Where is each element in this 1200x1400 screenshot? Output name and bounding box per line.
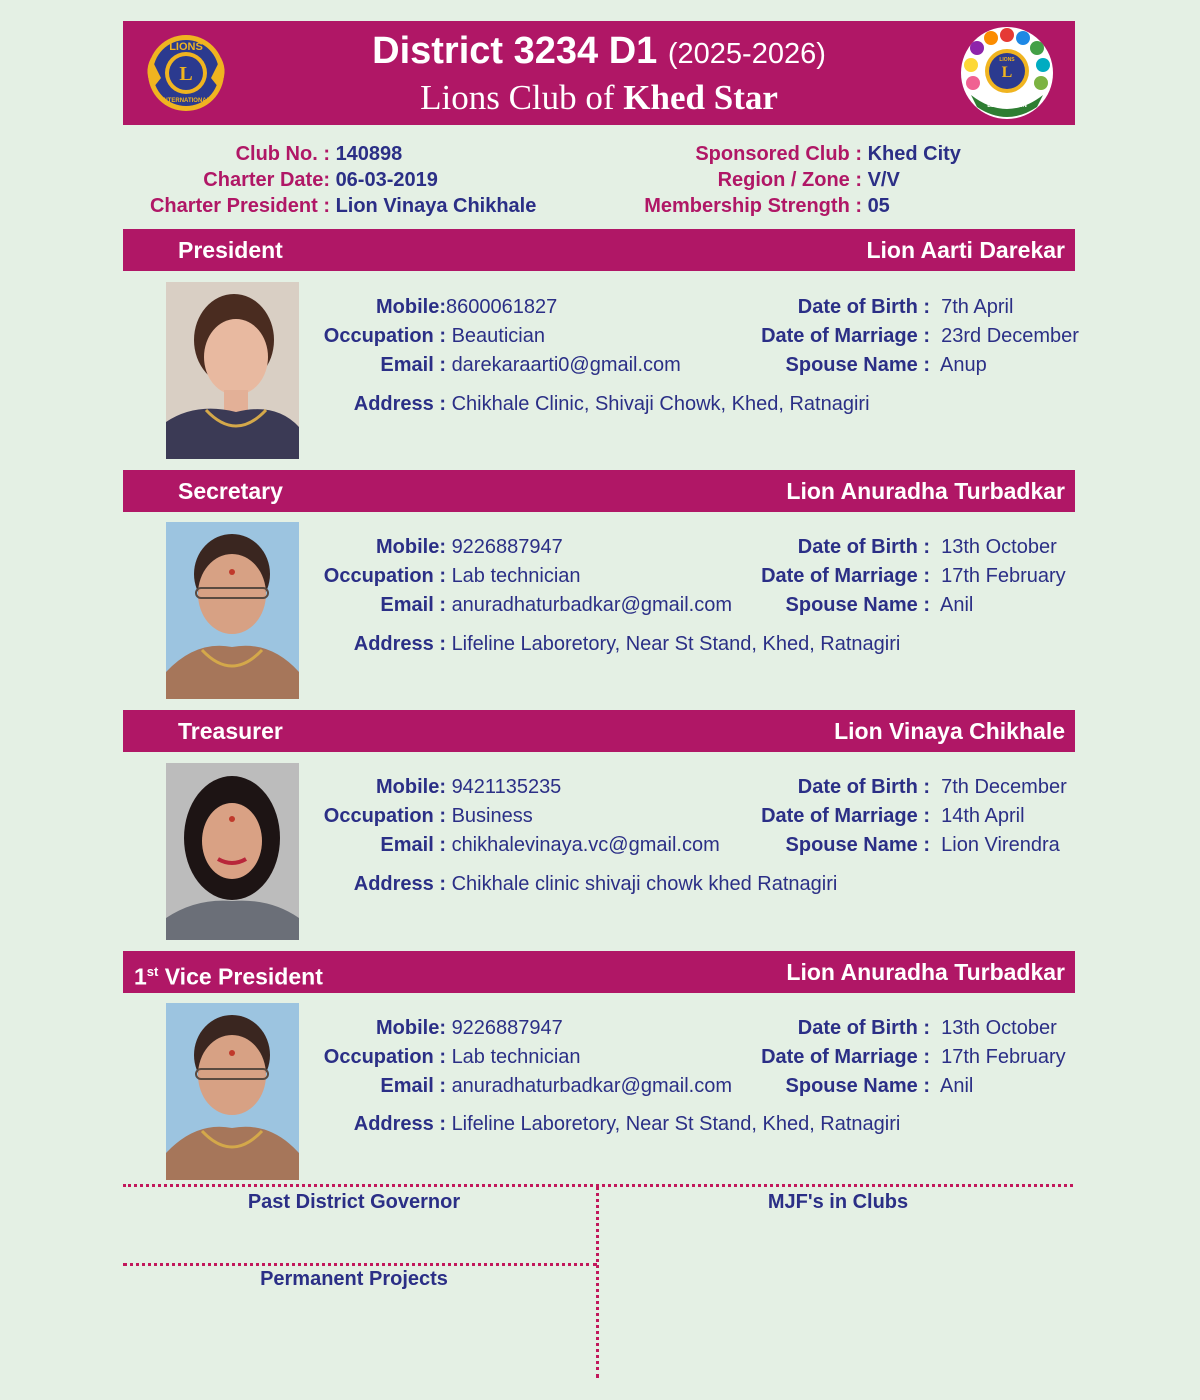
svg-text:INTERNATIONAL: INTERNATIONAL [161,98,211,104]
dob-row: Date of Birth : 7th December [797,776,1067,798]
past-district-governor-heading: Past District Governor [247,1191,461,1213]
occupation-row: Occupation : Lab technician [323,1046,581,1068]
officer-role: Treasurer [178,718,283,744]
district-name: District 3234 D1 [372,30,658,72]
officer-name: Lion Anuradha Turbadkar [786,478,1065,504]
address-row-vice-president: Address : Lifeline Laboretory, Near St Stand, Khed, Ratnagiri [353,1113,901,1135]
charter-president-row: Charter President : Lion Vinaya Chikhale [149,195,537,217]
svg-text:LEAD TO WIN: LEAD TO WIN [987,103,1027,109]
mobile-row: Mobile: 9421135235 [376,776,562,798]
dom-row: Date of Marriage : 17th February [761,1046,1066,1068]
dom-row: Date of Marriage : 23rd December [761,325,1079,347]
officer-details-vice-president [320,1014,732,1101]
spouse-row: Spouse Name : Anil [785,594,974,616]
club-title [123,77,1075,119]
email-row: Email : anuradhaturbadkar@gmail.com [380,1075,733,1097]
lead-to-win-logo [957,23,1057,123]
occupation-row: Occupation : Beautician [323,325,545,347]
dob-row: Date of Birth : 7th April [797,296,1014,318]
officer-role: President [178,237,283,263]
email-row: Email : darekaraarti0@gmail.com [380,354,681,376]
dom-row: Date of Marriage : 14th April [761,805,1025,827]
club-title-prefix: Lions Club of [420,78,624,117]
club-info-right [640,141,961,219]
officer-personal-treasurer [740,773,1067,860]
dob-row: Date of Birth : 13th October [797,536,1057,558]
district-years: (2025-2026) [667,38,826,70]
spouse-row: Spouse Name : Anil [785,1075,974,1097]
spouse-row: Spouse Name : Anup [785,354,987,376]
officer-details-secretary [320,533,732,620]
footer-divider-vertical [596,1186,599,1378]
mobile-row: Mobile: 9226887947 [376,536,563,558]
club-info-left [140,141,536,219]
officer-role: 1st Vice President [134,963,323,990]
officer-photo-president [166,282,299,459]
mobile-row: Mobile: 9226887947 [376,1017,563,1039]
officer-name: Lion Anuradha Turbadkar [786,959,1065,985]
address-row-secretary: Address : Lifeline Laboretory, Near St Stand, Khed, Ratnagiri [353,633,901,655]
officer-name: Lion Vinaya Chikhale [834,718,1065,744]
club-number-row: Club No. : 140898 [235,143,403,165]
spouse-row: Spouse Name : Lion Virendra [785,834,1060,856]
officer-details-treasurer [320,773,720,860]
district-title [123,29,1075,76]
svg-text:LIONS: LIONS [999,57,1015,63]
officer-bar-secretary [123,470,1075,512]
club-name: Khed Star [623,78,778,117]
svg-text:L: L [1001,64,1013,81]
page-header [123,21,1075,125]
officer-personal-secretary [740,533,1066,620]
svg-text:LIONS: LIONS [169,41,203,53]
dom-row: Date of Marriage : 17th February [761,565,1066,587]
officer-photo-vice-president [166,1003,299,1180]
svg-text:L: L [179,63,193,85]
charter-date-row: Charter Date: 06-03-2019 [203,169,438,191]
officer-photo-treasurer [166,763,299,940]
mjf-heading: MJF's in Clubs [767,1191,909,1213]
officer-personal-vice-president [740,1014,1066,1101]
sponsored-club-row: Sponsored Club : Khed City [695,143,961,165]
occupation-row: Occupation : Business [323,805,533,827]
officer-bar-treasurer [123,710,1075,752]
address-row-president: Address : Chikhale Clinic, Shivaji Chowk, Khed, Ratnagiri [353,393,870,415]
email-row: Email : chikhalevinaya.vc@gmail.com [380,834,720,856]
address-row-treasurer: Address : Chikhale clinic shivaji chowk khed Ratnagiri [353,873,838,895]
permanent-projects-heading: Permanent Projects [260,1268,448,1290]
officer-bar-president [123,229,1075,271]
officer-details-president [320,293,681,380]
officer-role: Secretary [178,478,283,504]
officer-photo-secretary [166,522,299,699]
officer-bar-vice-president [123,951,1075,993]
region-zone-row: Region / Zone : V/V [717,169,900,191]
officer-personal-president [740,293,1079,380]
membership-strength-row: Membership Strength : 05 [644,195,890,217]
dob-row: Date of Birth : 13th October [797,1017,1057,1039]
email-row: Email : anuradhaturbadkar@gmail.com [380,594,733,616]
officer-name: Lion Aarti Darekar [866,237,1065,263]
occupation-row: Occupation : Lab technician [323,565,581,587]
mobile-row: Mobile:8600061827 [376,296,558,318]
